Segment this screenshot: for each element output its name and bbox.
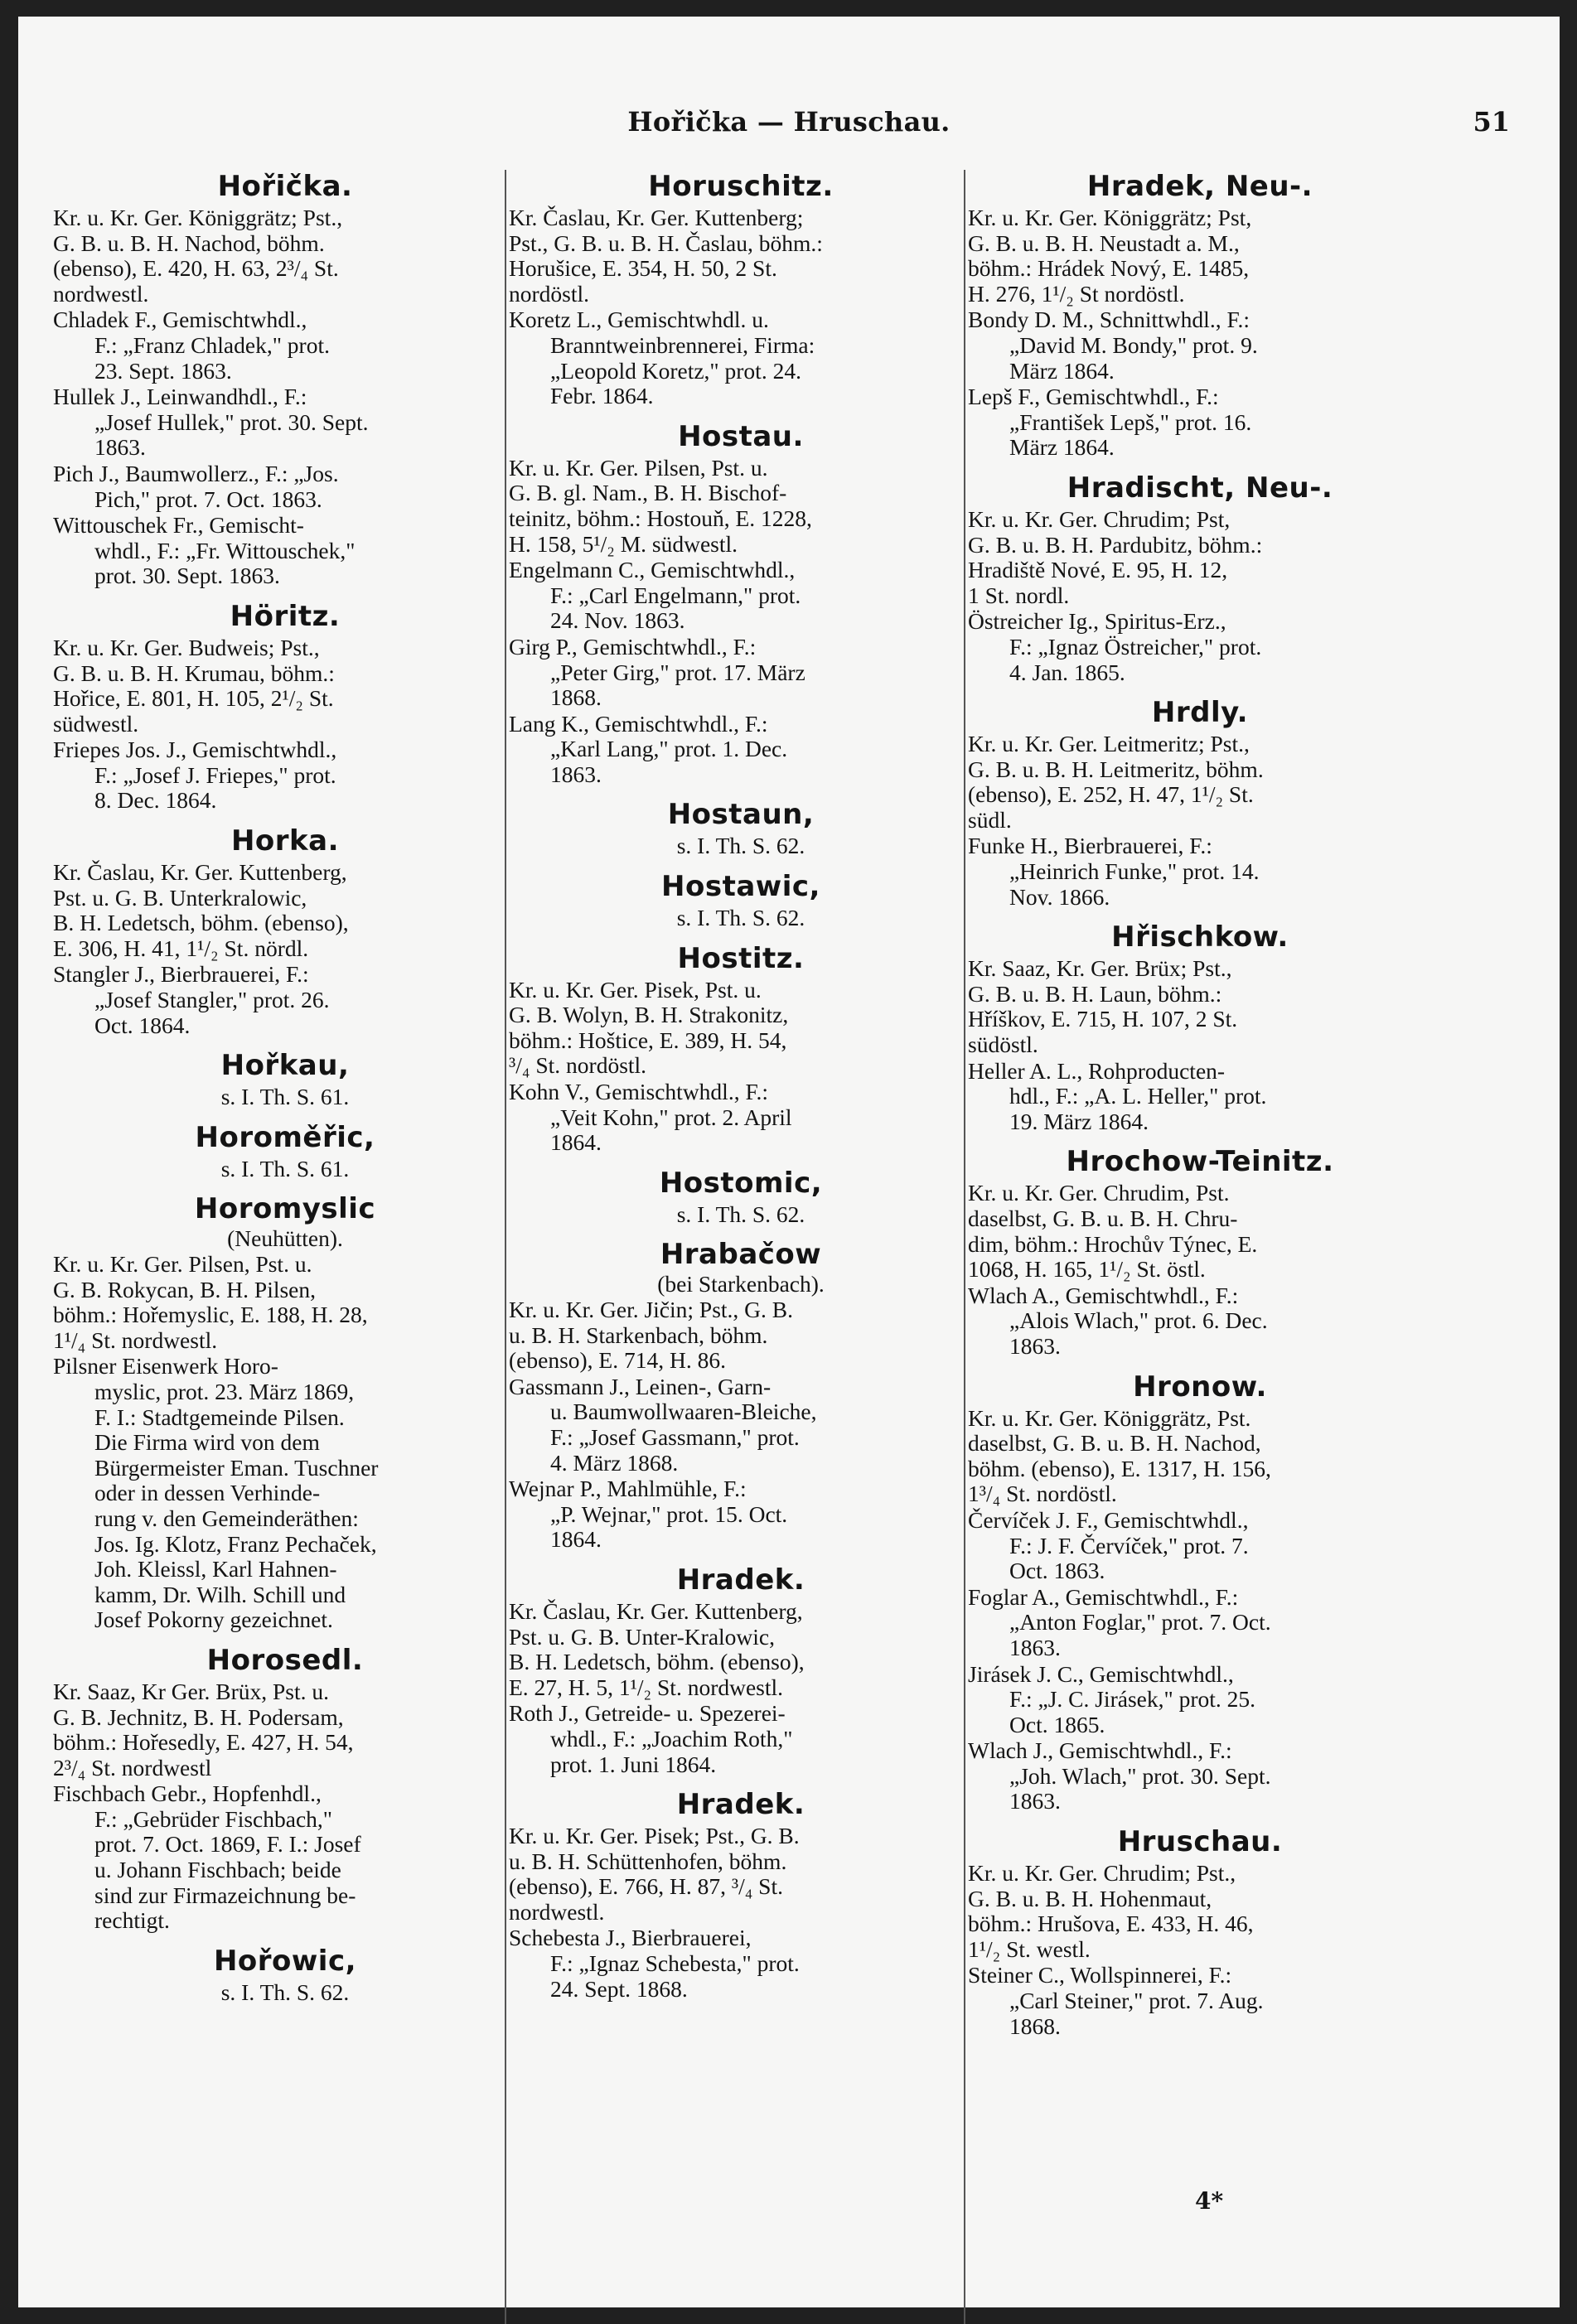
- text-line: dim, böhm.: Hrochův Týnec, E.: [968, 1230, 1258, 1257]
- place-subtitle: (Neuhütten).: [227, 1225, 343, 1252]
- text-line: daselbst, G. B. u. B. H. Nachod,: [968, 1430, 1261, 1457]
- text-line: G. B. Wolyn, B. H. Strakonitz,: [509, 1002, 789, 1028]
- text-line: G. B. Rokycan, B. H. Pilsen,: [53, 1276, 317, 1302]
- text-line: G. B. u. B. H. Leitmeritz, böhm.: [968, 756, 1264, 782]
- text-line: Horušice, E. 354, H. 50, 2 St.: [509, 255, 777, 282]
- text-line: Schebesta J., Bierbrauerei,: [509, 1925, 752, 1951]
- text-line: 19. März 1864.: [1009, 1108, 1149, 1134]
- text-line: Bondy D. M., Schnittwhdl., F.:: [968, 307, 1250, 333]
- text-line: u. B. H. Starkenbach, böhm.: [509, 1321, 768, 1348]
- text-line: nordwestl.: [53, 280, 149, 307]
- text-line: Joh. Kleissl, Karl Hahnen-: [94, 1556, 337, 1582]
- text-line: „Alois Wlach," prot. 6. Dec.: [1009, 1307, 1268, 1334]
- locality-description: [968, 1406, 1432, 1507]
- text-line: Kr. Saaz, Kr. Ger. Brüx; Pst.,: [968, 955, 1232, 982]
- entry-section: [968, 171, 1432, 461]
- entry-section: [53, 1050, 517, 1110]
- entry-section: [53, 1645, 517, 1934]
- place-heading: Hostitz.: [677, 941, 805, 975]
- text-line: G. B. u. B. H. Neustadt a. M.,: [968, 230, 1240, 256]
- text-line: Kr. Časlau, Kr. Ger. Kuttenberg;: [509, 205, 804, 230]
- text-line: Nov. 1866.: [1009, 883, 1110, 910]
- text-line: 1068, H. 165, 1¹/₂ St. östl.: [968, 1256, 1206, 1283]
- text-line: nordwestl.: [509, 1898, 605, 1925]
- text-line: Pst. u. G. B. Unterkralowic,: [53, 884, 307, 911]
- text-line: böhm.: Hrušova, E. 433, H. 46,: [968, 1911, 1254, 1937]
- page-frame: [18, 17, 1560, 2307]
- text-line: Jos. Ig. Klotz, Franz Pechaček,: [94, 1530, 377, 1557]
- text-line: „František Lepš," prot. 16.: [1009, 408, 1252, 435]
- text-line: 1¹/₂ St. westl.: [968, 1935, 1091, 1962]
- text-line: F.: „Josef J. Friepes," prot.: [94, 761, 336, 788]
- firm-entry: [509, 307, 973, 408]
- text-line: F.: „Josef Gassmann," prot.: [550, 1423, 800, 1450]
- text-line: Wlach A., Gemischtwhdl., F.:: [968, 1282, 1239, 1308]
- place-heading: Hořowic,: [213, 1944, 357, 1978]
- firm-entry: [968, 833, 1432, 910]
- text-line: Lang K., Gemischtwhdl., F.:: [509, 710, 768, 737]
- text-line: 1868.: [1009, 2012, 1061, 2039]
- text-line: (ebenso), E. 420, H. 63, 2³/₄ St.: [53, 255, 339, 282]
- text-line: Fischbach Gebr., Hopfenhdl.,: [53, 1780, 322, 1807]
- place-heading: Hradek, Neu-.: [1086, 170, 1313, 203]
- place-heading: Hostau.: [678, 419, 804, 453]
- locality-description: [509, 1824, 973, 1925]
- entry-section: [509, 171, 973, 409]
- cross-reference: s. I. Th. S. 62.: [676, 833, 805, 859]
- firm-entry: [509, 558, 973, 634]
- text-line: whdl., F.: „Fr. Wittouschek,": [94, 537, 356, 563]
- firm-entry: [53, 307, 517, 384]
- firm-entry: [509, 1925, 973, 2002]
- text-line: G. B. Jechnitz, B. H. Podersam,: [53, 1703, 344, 1730]
- place-heading: Hořička.: [217, 170, 353, 203]
- text-line: Heller A. L., Rohproducten-: [968, 1057, 1226, 1084]
- signature-mark: 4*: [1195, 2187, 1224, 2215]
- text-line: Hradiště Nové, E. 95, H. 12,: [968, 557, 1228, 583]
- text-line: „Leopold Koretz," prot. 24.: [550, 357, 801, 384]
- text-line: Kr. u. Kr. Ger. Chrudim; Pst.,: [968, 1860, 1236, 1887]
- text-line: 1864.: [550, 1526, 602, 1553]
- text-line: F.: „Carl Engelmann," prot.: [550, 582, 801, 608]
- text-line: G. B. u. B. H. Pardubitz, böhm.:: [968, 531, 1263, 558]
- text-line: Kr. Časlau, Kr. Ger. Kuttenberg,: [53, 859, 347, 886]
- cross-reference: s. I. Th. S. 62.: [676, 1201, 805, 1227]
- firm-entry: [509, 1701, 973, 1777]
- firm-entry: [968, 1738, 1432, 1814]
- text-line: 1863.: [1009, 1332, 1061, 1359]
- firm-entry: [968, 1585, 1432, 1661]
- text-line: 24. Nov. 1863.: [550, 607, 685, 634]
- text-line: Wittouschek Fr., Gemischt-: [53, 512, 304, 539]
- locality-description: [53, 1679, 517, 1780]
- text-line: F. I.: Stadtgemeinde Pilsen.: [94, 1404, 345, 1430]
- text-line: H. 276, 1¹/₂ St nordöstl.: [968, 280, 1185, 307]
- place-heading: Hostomic,: [659, 1166, 823, 1200]
- firm-entry: [968, 1508, 1432, 1584]
- entry-section: [53, 1122, 517, 1182]
- entry-section: [53, 1193, 517, 1633]
- text-line: E. 27, H. 5, 1¹/₂ St. nordwestl.: [509, 1674, 784, 1700]
- firm-entry: [509, 1476, 973, 1553]
- text-line: „Josef Hullek," prot. 30. Sept.: [94, 408, 369, 435]
- place-subtitle: (bei Starkenbach).: [657, 1271, 825, 1297]
- place-heading: Hrdly.: [1151, 696, 1249, 730]
- text-line: „Anton Foglar," prot. 7. Oct.: [1009, 1609, 1271, 1635]
- firm-entry: [53, 737, 517, 814]
- entry-section: [509, 1564, 973, 1777]
- text-line: Wejnar P., Mahlmühle, F.:: [509, 1476, 747, 1502]
- text-line: südöstl.: [968, 1032, 1038, 1058]
- text-line: Kr. u. Kr. Ger. Königgrätz; Pst.,: [53, 205, 343, 230]
- text-line: Wlach J., Gemischtwhdl., F.:: [968, 1737, 1232, 1764]
- entry-section: [53, 601, 517, 814]
- entry-section: [968, 921, 1432, 1134]
- text-line: G. B. gl. Nam., B. H. Bischof-: [509, 480, 787, 506]
- text-line: H. 158, 5¹/₂ M. südwestl.: [509, 530, 738, 557]
- text-line: prot. 7. Oct. 1869, F. I.: Josef: [94, 1831, 361, 1858]
- entry-section: [509, 421, 973, 788]
- entry-section: [53, 825, 517, 1038]
- place-heading: Hradek.: [676, 1788, 805, 1822]
- column-right: [968, 166, 1432, 2051]
- text-line: 23. Sept. 1863.: [94, 357, 232, 384]
- text-line: Koretz L., Gemischtwhdl. u.: [509, 307, 769, 333]
- text-line: Chladek F., Gemischtwhdl.,: [53, 307, 307, 333]
- entry-section: [509, 799, 973, 859]
- text-line: Lepš F., Gemischtwhdl., F.:: [968, 384, 1219, 410]
- text-line: böhm.: Hoštice, E. 389, H. 54,: [509, 1027, 787, 1053]
- text-line: „Karl Lang," prot. 1. Dec.: [550, 736, 788, 762]
- firm-entry: [509, 635, 973, 711]
- firm-entry: [968, 609, 1432, 685]
- text-line: Kr. u. Kr. Ger. Chrudim; Pst,: [968, 505, 1231, 532]
- text-line: F.: „Gebrüder Fischbach,": [94, 1805, 333, 1832]
- text-line: 1863.: [1009, 1788, 1061, 1814]
- text-line: teinitz, böhm.: Hostouň, E. 1228,: [509, 505, 812, 531]
- text-line: G. B. u. B. H. Hohenmaut,: [968, 1885, 1212, 1911]
- text-line: daselbst, G. B. u. B. H. Chru-: [968, 1205, 1238, 1231]
- text-line: Kr. u. Kr. Ger. Jičin; Pst., G. B.: [509, 1297, 793, 1322]
- text-line: Kr. u. Kr. Ger. Pilsen, Pst. u.: [509, 454, 768, 481]
- place-heading: Hronow.: [1133, 1370, 1267, 1404]
- text-line: whdl., F.: „Joachim Roth,": [550, 1725, 793, 1751]
- locality-description: [53, 860, 517, 961]
- text-line: Oct. 1863.: [1009, 1558, 1105, 1584]
- text-line: kamm, Dr. Wilh. Schill und: [94, 1581, 346, 1607]
- place-heading: Horka.: [230, 824, 340, 858]
- firm-entry: [509, 1080, 973, 1156]
- place-heading: Hradek.: [676, 1563, 805, 1597]
- text-line: Kr. u. Kr. Ger. Budweis; Pst.,: [53, 634, 320, 660]
- text-line: rechtigt.: [94, 1907, 170, 1934]
- text-line: Foglar A., Gemischtwhdl., F.:: [968, 1583, 1239, 1610]
- firm-entry: [968, 1662, 1432, 1738]
- text-line: u. B. H. Schüttenhofen, böhm.: [509, 1848, 787, 1874]
- text-line: ³/₄ St. nordöstl.: [509, 1052, 647, 1079]
- text-line: Friepes Jos. J., Gemischtwhdl.,: [53, 737, 337, 763]
- firm-entry: [509, 1375, 973, 1476]
- place-heading: Hrabačow: [660, 1238, 822, 1272]
- text-line: Kr. u. Kr. Ger. Pisek; Pst., G. B.: [509, 1823, 800, 1849]
- locality-description: [968, 1861, 1432, 1962]
- text-line: rung v. den Gemeinderäthen:: [94, 1505, 359, 1531]
- text-line: Oct. 1865.: [1009, 1711, 1105, 1737]
- text-line: F.: „Ignaz Schebesta," prot.: [550, 1950, 800, 1977]
- entry-section: [968, 1371, 1432, 1815]
- locality-description: [53, 205, 517, 307]
- text-line: „Josef Stangler," prot. 26.: [94, 987, 330, 1013]
- entry-section: [509, 1789, 973, 2002]
- firm-entry: [509, 712, 973, 788]
- entry-section: [509, 1167, 973, 1228]
- text-line: myslic, prot. 23. März 1869,: [94, 1378, 355, 1404]
- place-heading: Hruschau.: [1117, 1825, 1283, 1859]
- text-line: Hullek J., Leinwandhdl., F.:: [53, 384, 307, 410]
- firm-entry: [968, 1059, 1432, 1135]
- column-left: [53, 166, 517, 2017]
- text-line: 1 St. nordl.: [968, 582, 1070, 608]
- text-line: Stangler J., Bierbrauerei, F.:: [53, 961, 309, 988]
- locality-description: [968, 507, 1432, 608]
- place-heading: Hostawic,: [661, 870, 820, 904]
- text-line: G. B. u. B. H. Krumau, böhm.:: [53, 660, 335, 686]
- firm-entry: [53, 513, 517, 589]
- text-line: Gassmann J., Leinen-, Garn-: [509, 1373, 772, 1399]
- firm-entry: [53, 962, 517, 1038]
- text-line: nordöstl.: [509, 280, 590, 307]
- text-line: „Joh. Wlach," prot. 30. Sept.: [1009, 1762, 1271, 1789]
- entry-section: [53, 171, 517, 589]
- text-line: „Carl Steiner," prot. 7. Aug.: [1009, 1988, 1264, 2014]
- text-line: F.: J. F. Červíček," prot. 7.: [1009, 1532, 1249, 1558]
- place-heading: Hradischt, Neu-.: [1067, 471, 1333, 505]
- text-line: 2³/₄ St. nordwestl: [53, 1754, 212, 1780]
- locality-description: [968, 956, 1432, 1057]
- text-line: „Peter Girg," prot. 17. März: [550, 659, 805, 685]
- text-line: Oct. 1864.: [94, 1012, 191, 1038]
- text-line: F.: „Ignaz Östreicher," prot.: [1009, 633, 1262, 660]
- place-heading: Hořkau,: [220, 1049, 350, 1083]
- text-line: Die Firma wird von dem: [94, 1429, 320, 1456]
- text-line: 1863.: [550, 761, 602, 787]
- locality-description: [53, 1252, 517, 1353]
- text-line: 1864.: [550, 1129, 602, 1156]
- firm-entry: [53, 461, 517, 512]
- document-page: [18, 17, 1560, 2307]
- cross-reference: s. I. Th. S. 61.: [220, 1084, 350, 1110]
- locality-description: [968, 1181, 1432, 1282]
- text-line: G. B. u. B. H. Laun, böhm.:: [968, 980, 1222, 1007]
- text-line: B. H. Ledetsch, böhm. (ebenso),: [53, 910, 349, 936]
- text-line: 24. Sept. 1868.: [550, 1975, 688, 2002]
- text-line: „Veit Kohn," prot. 2. April: [550, 1104, 792, 1130]
- locality-description: [509, 456, 973, 557]
- text-line: Kr. Saaz, Kr Ger. Brüx, Pst. u.: [53, 1678, 330, 1704]
- firm-entry: [968, 384, 1432, 461]
- text-line: Kr. u. Kr. Ger. Pilsen, Pst. u.: [53, 1251, 312, 1277]
- locality-description: [509, 205, 973, 307]
- page-number: 51: [1473, 106, 1510, 138]
- text-line: 4. Jan. 1865.: [1009, 659, 1125, 685]
- text-line: Pilsner Eisenwerk Horo-: [53, 1353, 278, 1379]
- text-line: 4. März 1868.: [550, 1449, 679, 1476]
- text-line: (ebenso), E. 714, H. 86.: [509, 1347, 726, 1374]
- locality-description: [53, 635, 517, 737]
- text-line: Girg P., Gemischtwhdl., F.:: [509, 633, 757, 660]
- text-line: Roth J., Getreide- u. Spezerei-: [509, 1700, 786, 1727]
- text-line: Engelmann C., Gemischtwhdl.,: [509, 557, 796, 583]
- text-line: böhm.: Hrádek Nový, E. 1485,: [968, 255, 1250, 282]
- locality-description: [968, 732, 1432, 833]
- text-line: Pich J., Baumwollerz., F.: „Jos.: [53, 460, 339, 486]
- firm-entry: [968, 1963, 1432, 2039]
- text-line: „P. Wejnar," prot. 15. Oct.: [550, 1500, 788, 1527]
- text-line: März 1864.: [1009, 357, 1115, 384]
- place-heading: Hrochow-Teinitz.: [1066, 1145, 1334, 1179]
- text-line: 8. Dec. 1864.: [94, 787, 217, 814]
- locality-description: [509, 1297, 973, 1374]
- text-line: prot. 30. Sept. 1863.: [94, 563, 280, 589]
- locality-description: [968, 205, 1432, 307]
- text-line: 1868.: [550, 684, 602, 711]
- cross-reference: s. I. Th. S. 62.: [220, 1979, 350, 2005]
- text-line: F.: „Franz Chladek," prot.: [94, 331, 330, 358]
- firm-entry: [968, 1283, 1432, 1360]
- text-line: Branntweinbrennerei, Firma:: [550, 331, 815, 358]
- text-line: Febr. 1864.: [550, 383, 654, 409]
- firm-entry: [53, 1781, 517, 1934]
- entry-section: [968, 1826, 1432, 2039]
- text-line: Steiner C., Wollspinnerei, F.:: [968, 1962, 1232, 1988]
- text-line: Pst. u. G. B. Unter-Kralowic,: [509, 1623, 776, 1650]
- text-line: böhm.: Hořesedly, E. 427, H. 54,: [53, 1729, 354, 1756]
- text-line: Kohn V., Gemischtwhdl., F.:: [509, 1079, 769, 1105]
- text-line: (ebenso), E. 252, H. 47, 1¹/₂ St.: [968, 781, 1254, 808]
- text-line: Kr. Časlau, Kr. Ger. Kuttenberg,: [509, 1597, 803, 1624]
- text-line: oder in dessen Verhinde-: [94, 1480, 321, 1506]
- text-line: 1863.: [1009, 1634, 1061, 1660]
- text-line: hdl., F.: „A. L. Heller," prot.: [1009, 1083, 1267, 1109]
- text-line: Kr. u. Kr. Ger. Königgrätz, Pst.: [968, 1404, 1251, 1431]
- text-line: 1³/₄ St. nordöstl.: [968, 1481, 1117, 1507]
- place-heading: Horosedl.: [206, 1643, 364, 1677]
- text-line: Bürgermeister Eman. Tuschner: [94, 1454, 379, 1481]
- text-line: Pst., G. B. u. B. H. Časlau, böhm.:: [509, 230, 823, 256]
- text-line: Östreicher Ig., Spiritus-Erz.,: [968, 608, 1226, 635]
- place-heading: Horuschitz.: [648, 170, 834, 203]
- text-line: Kr. u. Kr. Ger. Chrudim, Pst.: [968, 1180, 1230, 1206]
- entry-section: [53, 1945, 517, 2006]
- locality-description: [509, 978, 973, 1079]
- text-line: E. 306, H. 41, 1¹/₂ St. nördl.: [53, 935, 309, 961]
- firm-entry: [968, 307, 1432, 384]
- text-line: (ebenso), E. 766, H. 87, ³/₄ St.: [509, 1873, 783, 1900]
- text-line: Josef Pokorny gezeichnet.: [94, 1607, 333, 1633]
- entry-section: [509, 871, 973, 931]
- place-heading: Höritz.: [230, 599, 341, 633]
- text-line: u. Johann Fischbach; beide: [94, 1857, 341, 1883]
- text-line: prot. 1. Juni 1864.: [550, 1751, 717, 1777]
- text-line: G. B. u. B. H. Nachod, böhm.: [53, 230, 325, 256]
- firm-entry: [53, 1354, 517, 1633]
- text-line: Kr. u. Kr. Ger. Leitmeritz; Pst.,: [968, 731, 1250, 757]
- cross-reference: s. I. Th. S. 61.: [220, 1155, 350, 1181]
- locality-description: [509, 1599, 973, 1700]
- place-heading: Hostaun,: [667, 798, 815, 832]
- text-line: Funke H., Bierbrauerei, F.:: [968, 833, 1212, 859]
- text-line: 1863.: [94, 434, 146, 461]
- text-line: „Heinrich Funke," prot. 14.: [1009, 858, 1260, 885]
- column-middle: [509, 166, 973, 2013]
- text-line: Hořice, E. 801, H. 105, 2¹/₂ St.: [53, 685, 334, 712]
- text-line: Kr. u. Kr. Ger. Königgrätz; Pst,: [968, 205, 1252, 230]
- text-line: südl.: [968, 806, 1012, 833]
- firm-entry: [53, 384, 517, 461]
- text-line: März 1864.: [1009, 434, 1115, 461]
- text-line: F.: „J. C. Jirásek," prot. 25.: [1009, 1686, 1255, 1713]
- text-line: Červíček J. F., Gemischtwhdl.,: [968, 1506, 1249, 1533]
- text-line: Hříškov, E. 715, H. 107, 2 St.: [968, 1006, 1238, 1032]
- cross-reference: s. I. Th. S. 62.: [676, 905, 805, 931]
- text-line: böhm.: Hořemyslic, E. 188, H. 28,: [53, 1302, 368, 1328]
- text-line: sind zur Firmazeichnung be-: [94, 1882, 356, 1908]
- text-line: Jirásek J. C., Gemischtwhdl.,: [968, 1660, 1234, 1687]
- text-line: B. H. Ledetsch, böhm. (ebenso),: [509, 1649, 805, 1675]
- place-heading: Horoměřic,: [195, 1120, 375, 1154]
- text-line: 1¹/₄ St. nordwestl.: [53, 1326, 218, 1353]
- page-title: Hořička — Hruschau.: [627, 106, 951, 138]
- text-line: u. Baumwollwaaren-Bleiche,: [550, 1399, 817, 1425]
- text-line: südwestl.: [53, 710, 139, 737]
- entry-section: [509, 943, 973, 1156]
- entry-section: [968, 1146, 1432, 1359]
- place-heading: Horomyslic: [194, 1192, 376, 1226]
- text-line: Kr. u. Kr. Ger. Pisek, Pst. u.: [509, 976, 762, 1003]
- entry-section: [968, 472, 1432, 685]
- text-line: böhm. (ebenso), E. 1317, H. 156,: [968, 1455, 1271, 1481]
- entry-section: [968, 697, 1432, 910]
- place-heading: Hřischkow.: [1111, 920, 1289, 954]
- text-line: „David M. Bondy," prot. 9.: [1009, 331, 1258, 358]
- entry-section: [509, 1239, 973, 1553]
- text-line: Pich," prot. 7. Oct. 1863.: [94, 486, 322, 512]
